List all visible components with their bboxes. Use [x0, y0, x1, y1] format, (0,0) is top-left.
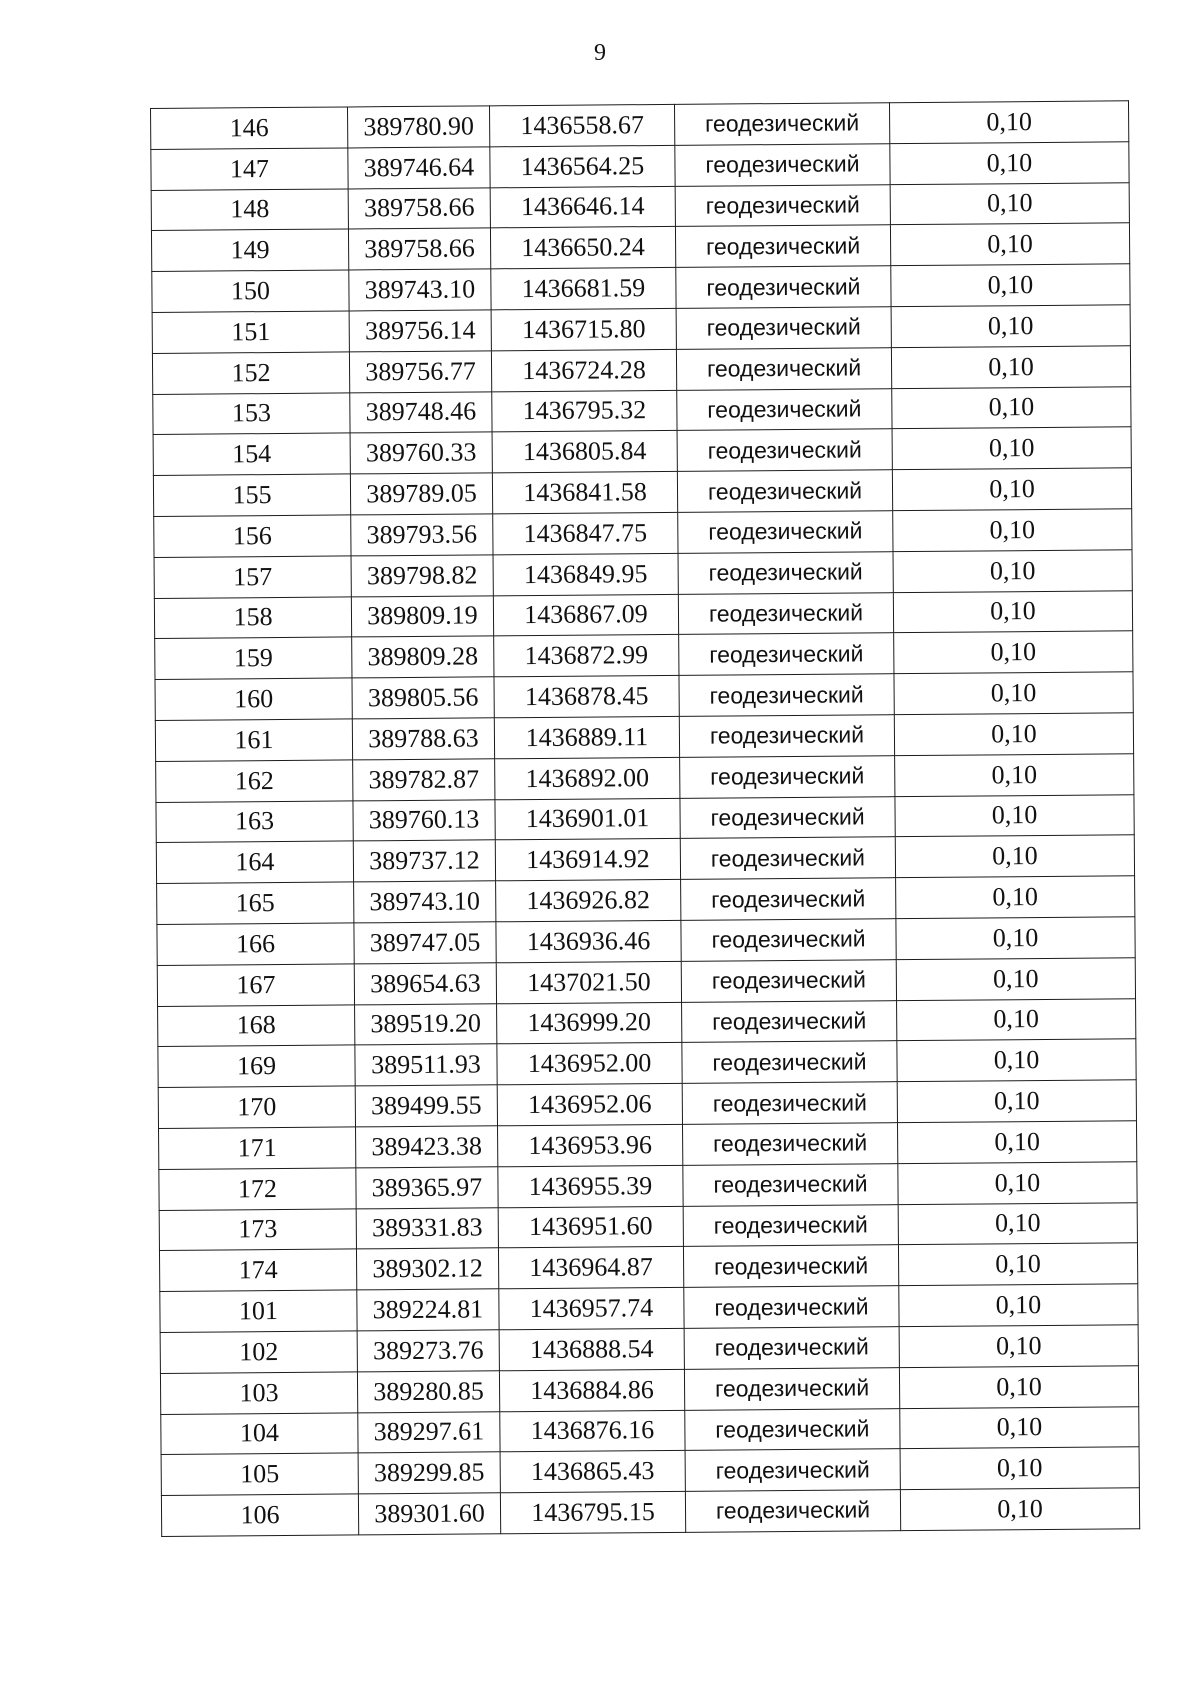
accuracy-cell: 0,10: [890, 223, 1129, 266]
y-coordinate-cell: 1436964.87: [498, 1247, 683, 1289]
x-coordinate-cell: 389519.20: [355, 1003, 497, 1045]
y-coordinate-cell: 1436952.00: [497, 1043, 682, 1085]
x-coordinate-cell: 389747.05: [354, 922, 496, 964]
accuracy-cell: 0,10: [895, 754, 1134, 797]
x-coordinate-cell: 389737.12: [353, 840, 495, 882]
table-row: [161, 1488, 1139, 1536]
point-number-cell: 102: [160, 1331, 357, 1373]
x-coordinate-cell: 389788.63: [352, 718, 494, 760]
method-cell: геодезический: [678, 551, 893, 593]
x-coordinate-cell: 389756.14: [349, 310, 491, 352]
method-cell: геодезический: [678, 592, 893, 634]
point-number-cell: 166: [157, 923, 354, 965]
accuracy-cell: 0,10: [892, 427, 1131, 470]
method-cell: геодезический: [678, 511, 893, 553]
point-number-cell: 161: [155, 719, 352, 761]
y-coordinate-cell: 1436999.20: [497, 1002, 682, 1044]
accuracy-cell: 0,10: [896, 917, 1135, 960]
accuracy-cell: 0,10: [890, 182, 1129, 225]
point-number-cell: 169: [158, 1045, 355, 1087]
method-cell: геодезический: [682, 1082, 897, 1124]
accuracy-cell: 0,10: [892, 468, 1131, 511]
accuracy-cell: 0,10: [899, 1365, 1138, 1408]
accuracy-cell: 0,10: [889, 101, 1128, 144]
accuracy-cell: 0,10: [900, 1447, 1139, 1490]
point-number-cell: 164: [156, 841, 353, 883]
accuracy-cell: 0,10: [897, 1039, 1136, 1082]
accuracy-cell: 0,10: [891, 305, 1130, 348]
y-coordinate-cell: 1436805.84: [492, 431, 677, 473]
accuracy-cell: 0,10: [900, 1488, 1139, 1531]
method-cell: геодезический: [684, 1367, 899, 1409]
method-cell: геодезический: [676, 307, 891, 349]
accuracy-cell: 0,10: [897, 998, 1136, 1041]
point-number-cell: 168: [158, 1004, 355, 1046]
y-coordinate-cell: 1436564.25: [490, 145, 675, 187]
point-number-cell: 153: [153, 393, 350, 435]
x-coordinate-cell: 389654.63: [354, 963, 496, 1005]
method-cell: геодезический: [683, 1204, 898, 1246]
point-number-cell: 101: [160, 1290, 357, 1332]
method-cell: геодезический: [677, 388, 892, 430]
y-coordinate-cell: 1436892.00: [495, 757, 680, 799]
y-coordinate-cell: 1436955.39: [498, 1165, 683, 1207]
accuracy-cell: 0,10: [894, 631, 1133, 674]
method-cell: геодезический: [679, 674, 894, 716]
accuracy-cell: 0,10: [894, 713, 1133, 756]
point-number-cell: 170: [158, 1086, 355, 1128]
x-coordinate-cell: 389743.10: [349, 269, 491, 311]
x-coordinate-cell: 389805.56: [352, 677, 494, 719]
y-coordinate-cell: 1436865.43: [500, 1451, 685, 1493]
y-coordinate-cell: 1436849.95: [493, 553, 678, 595]
point-number-cell: 105: [161, 1453, 358, 1495]
x-coordinate-cell: 389758.66: [348, 187, 490, 229]
y-coordinate-cell: 1436872.99: [494, 635, 679, 677]
method-cell: геодезический: [675, 143, 890, 185]
x-coordinate-cell: 389365.97: [356, 1167, 498, 1209]
x-coordinate-cell: 389331.83: [356, 1207, 498, 1249]
point-number-cell: 151: [152, 311, 349, 353]
point-number-cell: 104: [161, 1412, 358, 1454]
accuracy-cell: 0,10: [890, 142, 1129, 185]
x-coordinate-cell: 389746.64: [348, 147, 490, 189]
coordinates-table: [150, 100, 1140, 1537]
x-coordinate-cell: 389743.10: [354, 881, 496, 923]
x-coordinate-cell: 389280.85: [357, 1370, 499, 1412]
method-cell: геодезический: [683, 1163, 898, 1205]
y-coordinate-cell: 1436876.16: [500, 1410, 685, 1452]
point-number-cell: 148: [151, 189, 348, 231]
point-number-cell: 157: [154, 556, 351, 598]
y-coordinate-cell: 1436681.59: [491, 268, 676, 310]
x-coordinate-cell: 389809.19: [351, 595, 493, 637]
method-cell: геодезический: [676, 347, 891, 389]
x-coordinate-cell: 389224.81: [357, 1289, 499, 1331]
accuracy-cell: 0,10: [893, 509, 1132, 552]
accuracy-cell: 0,10: [896, 958, 1135, 1001]
accuracy-cell: 0,10: [895, 794, 1134, 837]
method-cell: геодезический: [679, 633, 894, 675]
accuracy-cell: 0,10: [898, 1243, 1137, 1286]
y-coordinate-cell: 1436901.01: [495, 798, 680, 840]
x-coordinate-cell: 389511.93: [355, 1044, 497, 1086]
point-number-cell: 171: [159, 1127, 356, 1169]
method-cell: геодезический: [677, 429, 892, 471]
point-number-cell: 146: [151, 107, 348, 149]
method-cell: геодезический: [679, 715, 894, 757]
x-coordinate-cell: 389798.82: [351, 555, 493, 597]
method-cell: геодезический: [685, 1490, 900, 1532]
method-cell: геодезический: [684, 1327, 899, 1369]
accuracy-cell: 0,10: [897, 1080, 1136, 1123]
x-coordinate-cell: 389758.66: [348, 228, 490, 270]
method-cell: геодезический: [674, 103, 889, 145]
y-coordinate-cell: 1436884.86: [499, 1369, 684, 1411]
y-coordinate-cell: 1436952.06: [497, 1083, 682, 1125]
x-coordinate-cell: 389760.33: [350, 432, 492, 474]
x-coordinate-cell: 389809.28: [352, 636, 494, 678]
point-number-cell: 173: [159, 1208, 356, 1250]
point-number-cell: 156: [154, 515, 351, 557]
method-cell: геодезический: [680, 755, 895, 797]
method-cell: геодезический: [682, 1041, 897, 1083]
y-coordinate-cell: 1436650.24: [490, 227, 675, 269]
x-coordinate-cell: 389301.60: [358, 1493, 500, 1535]
y-coordinate-cell: 1436936.46: [496, 920, 681, 962]
y-coordinate-cell: 1436926.82: [496, 879, 681, 921]
accuracy-cell: 0,10: [897, 1121, 1136, 1164]
method-cell: геодезический: [675, 184, 890, 226]
x-coordinate-cell: 389273.76: [357, 1330, 499, 1372]
accuracy-cell: 0,10: [898, 1162, 1137, 1205]
point-number-cell: 159: [155, 637, 352, 679]
y-coordinate-cell: 1436795.15: [500, 1491, 685, 1533]
y-coordinate-cell: 1436558.67: [489, 104, 674, 146]
method-cell: геодезический: [680, 837, 895, 879]
x-coordinate-cell: 389423.38: [356, 1126, 498, 1168]
y-coordinate-cell: 1436847.75: [493, 512, 678, 554]
accuracy-cell: 0,10: [899, 1325, 1138, 1368]
method-cell: геодезический: [677, 470, 892, 512]
point-number-cell: 150: [152, 270, 349, 312]
method-cell: геодезический: [681, 959, 896, 1001]
y-coordinate-cell: 1436914.92: [495, 839, 680, 881]
method-cell: геодезический: [682, 1000, 897, 1042]
y-coordinate-cell: 1436953.96: [498, 1124, 683, 1166]
x-coordinate-cell: 389756.77: [349, 351, 491, 393]
x-coordinate-cell: 389302.12: [356, 1248, 498, 1290]
point-number-cell: 155: [153, 474, 350, 516]
x-coordinate-cell: 389297.61: [358, 1411, 500, 1453]
y-coordinate-cell: 1436715.80: [491, 308, 676, 350]
y-coordinate-cell: 1436646.14: [490, 186, 675, 228]
accuracy-cell: 0,10: [891, 264, 1130, 307]
point-number-cell: 172: [159, 1168, 356, 1210]
point-number-cell: 160: [155, 678, 352, 720]
y-coordinate-cell: 1436889.11: [494, 716, 679, 758]
x-coordinate-cell: 389499.55: [355, 1085, 497, 1127]
method-cell: геодезический: [684, 1286, 899, 1328]
point-number-cell: 106: [161, 1494, 358, 1536]
y-coordinate-cell: 1436867.09: [493, 594, 678, 636]
x-coordinate-cell: 389299.85: [358, 1452, 500, 1494]
y-coordinate-cell: 1436957.74: [499, 1287, 684, 1329]
x-coordinate-cell: 389748.46: [350, 391, 492, 433]
y-coordinate-cell: 1436724.28: [491, 349, 676, 391]
point-number-cell: 152: [152, 352, 349, 394]
method-cell: геодезический: [675, 225, 890, 267]
y-coordinate-cell: 1436951.60: [498, 1206, 683, 1248]
method-cell: геодезический: [681, 919, 896, 961]
y-coordinate-cell: 1437021.50: [496, 961, 681, 1003]
x-coordinate-cell: 389789.05: [350, 473, 492, 515]
accuracy-cell: 0,10: [893, 590, 1132, 633]
accuracy-cell: 0,10: [893, 550, 1132, 593]
method-cell: геодезический: [685, 1408, 900, 1450]
method-cell: геодезический: [681, 878, 896, 920]
method-cell: геодезический: [683, 1245, 898, 1287]
point-number-cell: 165: [157, 882, 354, 924]
x-coordinate-cell: 389760.13: [353, 799, 495, 841]
coordinates-table-body: [151, 101, 1140, 1537]
point-number-cell: 103: [160, 1372, 357, 1414]
method-cell: геодезический: [685, 1449, 900, 1491]
point-number-cell: 174: [159, 1249, 356, 1291]
y-coordinate-cell: 1436841.58: [492, 472, 677, 514]
accuracy-cell: 0,10: [892, 386, 1131, 429]
y-coordinate-cell: 1436888.54: [499, 1328, 684, 1370]
x-coordinate-cell: 389782.87: [353, 759, 495, 801]
x-coordinate-cell: 389780.90: [347, 106, 489, 148]
y-coordinate-cell: 1436795.32: [492, 390, 677, 432]
y-coordinate-cell: 1436878.45: [494, 676, 679, 718]
accuracy-cell: 0,10: [900, 1406, 1139, 1449]
method-cell: геодезический: [680, 796, 895, 838]
accuracy-cell: 0,10: [896, 876, 1135, 919]
point-number-cell: 149: [151, 229, 348, 271]
accuracy-cell: 0,10: [895, 835, 1134, 878]
accuracy-cell: 0,10: [891, 346, 1130, 389]
accuracy-cell: 0,10: [899, 1284, 1138, 1327]
point-number-cell: 167: [157, 964, 354, 1006]
point-number-cell: 147: [151, 148, 348, 190]
point-number-cell: 162: [156, 760, 353, 802]
method-cell: геодезический: [676, 266, 891, 308]
accuracy-cell: 0,10: [894, 672, 1133, 715]
accuracy-cell: 0,10: [898, 1202, 1137, 1245]
point-number-cell: 158: [154, 596, 351, 638]
x-coordinate-cell: 389793.56: [351, 514, 493, 556]
method-cell: геодезический: [682, 1123, 897, 1165]
point-number-cell: 154: [153, 433, 350, 475]
page-number: 9: [594, 40, 606, 66]
point-number-cell: 163: [156, 800, 353, 842]
